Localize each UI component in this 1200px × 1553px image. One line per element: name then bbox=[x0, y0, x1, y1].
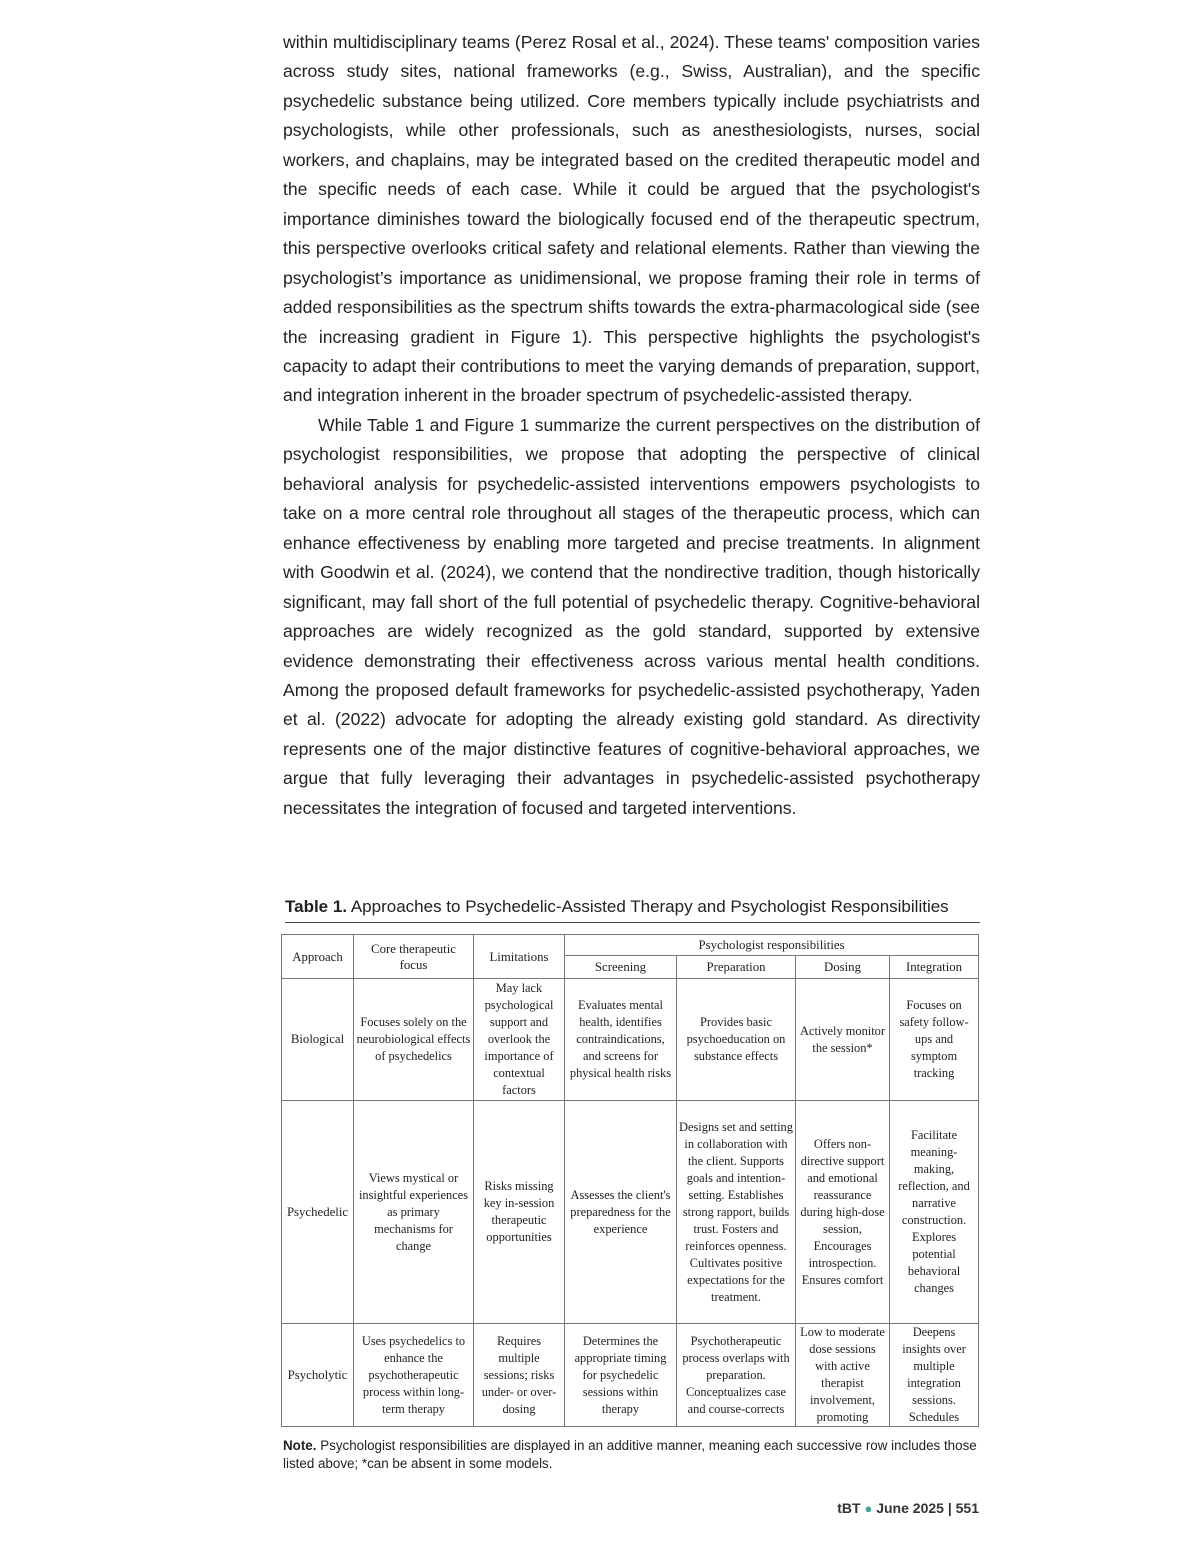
footer-journal: tBT bbox=[837, 1500, 861, 1516]
table-note-label: Note. bbox=[283, 1438, 317, 1453]
header-core-focus: Core therapeutic focus bbox=[354, 935, 474, 979]
row-biological-integration: Focuses on safety follow-ups and symptom tracking bbox=[890, 979, 979, 1101]
header-preparation: Preparation bbox=[677, 956, 796, 979]
row-psychedelic-dosing: Offers non-directive support and emotional reassurance during high-dose session, Encourages introspection. Ensures comfort bbox=[796, 1101, 890, 1324]
footer-date: June 2025 bbox=[876, 1500, 944, 1516]
table-caption-text: Approaches to Psychedelic-Assisted Therapy and Psychologist Responsibilities bbox=[350, 897, 949, 916]
header-psychologist-responsibilities: Psychologist responsibilities bbox=[565, 935, 979, 956]
row-psycholytic-screening: Determines the appropriate timing for psychedelic sessions within therapy bbox=[565, 1324, 677, 1427]
row-psycholytic-preparation: Psychotherapeutic process overlaps with preparation. Conceptualizes case and course-corrects bbox=[677, 1324, 796, 1427]
responsibilities-table bbox=[281, 934, 979, 1427]
table-row bbox=[282, 979, 979, 1101]
paragraph-1: within multidisciplinary teams (Perez Rosal et al., 2024). These teams' composition varies across study sites, national frameworks (e.g., Swiss, Australian), and the specific psychedelic substance being utilized. Core members typically include psychiatrists and psychologists, while other professionals, such as anesthesiologists, nurses, social workers, and chaplains, may be integrated based on the credited therapeutic model and the specific needs of each case. While it could be argued that the psychologist's importance diminishes toward the biologically focused end of the therapeutic spectrum, this perspective overlooks critical safety and relational elements. Rather than viewing the psychologist’s importance as unidimensional, we propose framing their role in terms of added responsibilities as the spectrum shifts towards the extra-pharmacological side (see the increasing gradient in Figure 1). This perspective highlights the psychologist's capacity to adapt their contributions to meet the varying demands of preparation, support, and integration inherent in the broader spectrum of psychedelic-assisted therapy. bbox=[283, 32, 980, 406]
row-psychedelic-preparation: Designs set and setting in collaboration with the client. Supports goals and intention-setting. Establishes strong rapport, builds trust. Fosters and reinforces openness. Cultivates positive expectations for the treatment. bbox=[677, 1101, 796, 1324]
row-biological-dosing: Actively monitor the session* bbox=[796, 979, 890, 1101]
table-caption-label: Table 1. bbox=[285, 897, 348, 916]
body-text bbox=[283, 28, 980, 823]
row-psychedelic-focus: Views mystical or insightful experiences as primary mechanisms for change bbox=[354, 1101, 474, 1324]
header-screening: Screening bbox=[565, 956, 677, 979]
row-psychedelic-approach: Psychedelic bbox=[282, 1101, 354, 1324]
row-psychedelic-integration: Facilitate meaning-making, reflection, and narrative construction. Explores potential behavioral changes bbox=[890, 1101, 979, 1324]
header-approach: Approach bbox=[282, 935, 354, 979]
row-psycholytic-integration: Deepens insights over multiple integration sessions. Schedules bbox=[890, 1324, 979, 1427]
row-psychedelic-screening: Assesses the client's preparedness for the experience bbox=[565, 1101, 677, 1324]
footer-divider: | bbox=[947, 1500, 952, 1516]
row-biological-screening: Evaluates mental health, identifies contraindications, and screens for physical health risks bbox=[565, 979, 677, 1101]
paragraph-2: While Table 1 and Figure 1 summarize the current perspectives on the distribution of psychologist responsibilities, we propose that adopting the perspective of clinical behavioral analysis for psychedelic-assisted interventions empowers psychologists to take on a more central role throughout all stages of the therapeutic process, which can enhance effectiveness by enabling more targeted and precise treatments. In alignment with Goodwin et al. (2024), we contend that the nondirective tradition, though historically significant, may fall short of the full potential of psychedelic therapy. Cognitive-behavioral approaches are widely recognized as the gold standard, supported by extensive evidence demonstrating their effectiveness across various mental health conditions. Among the proposed default frameworks for psychedelic-assisted psychotherapy, Yaden et al. (2022) advocate for adopting the already existing gold standard. As directivity represents one of the major distinctive features of cognitive-behavioral approaches, we argue that fully leveraging their advantages in psychedelic-assisted psychotherapy necessitates the integration of focused and targeted interventions. bbox=[283, 414, 980, 818]
row-psycholytic-approach: Psycholytic bbox=[282, 1324, 354, 1427]
table-caption bbox=[285, 895, 980, 923]
row-psycholytic-focus: Uses psychedelics to enhance the psychotherapeutic process within long-term therapy bbox=[354, 1324, 474, 1427]
table-note-text: Psychologist responsibilities are displayed in an additive manner, meaning each successive row includes those listed above; *can be absent in some models. bbox=[283, 1438, 977, 1471]
row-psycholytic-limitations: Requires multiple sessions; risks under- or over-dosing bbox=[474, 1324, 565, 1427]
row-biological-approach: Biological bbox=[282, 979, 354, 1101]
header-limitations: Limitations bbox=[474, 935, 565, 979]
table-note bbox=[283, 1437, 980, 1473]
row-biological-preparation: Provides basic psychoeducation on substance effects bbox=[677, 979, 796, 1101]
table-row bbox=[282, 1324, 979, 1427]
row-psycholytic-dosing: Low to moderate dose sessions with active therapist involvement, promoting bbox=[796, 1324, 890, 1427]
page-footer bbox=[837, 1500, 979, 1516]
page-number: 551 bbox=[955, 1500, 979, 1516]
footer-dot-icon: ● bbox=[864, 1501, 873, 1516]
row-biological-focus: Focuses solely on the neurobiological effects of psychedelics bbox=[354, 979, 474, 1101]
table-row bbox=[282, 1101, 979, 1324]
header-integration: Integration bbox=[890, 956, 979, 979]
row-biological-limitations: May lack psychological support and overlook the importance of contextual factors bbox=[474, 979, 565, 1101]
header-dosing: Dosing bbox=[796, 956, 890, 979]
row-psychedelic-limitations: Risks missing key in-session therapeutic opportunities bbox=[474, 1101, 565, 1324]
